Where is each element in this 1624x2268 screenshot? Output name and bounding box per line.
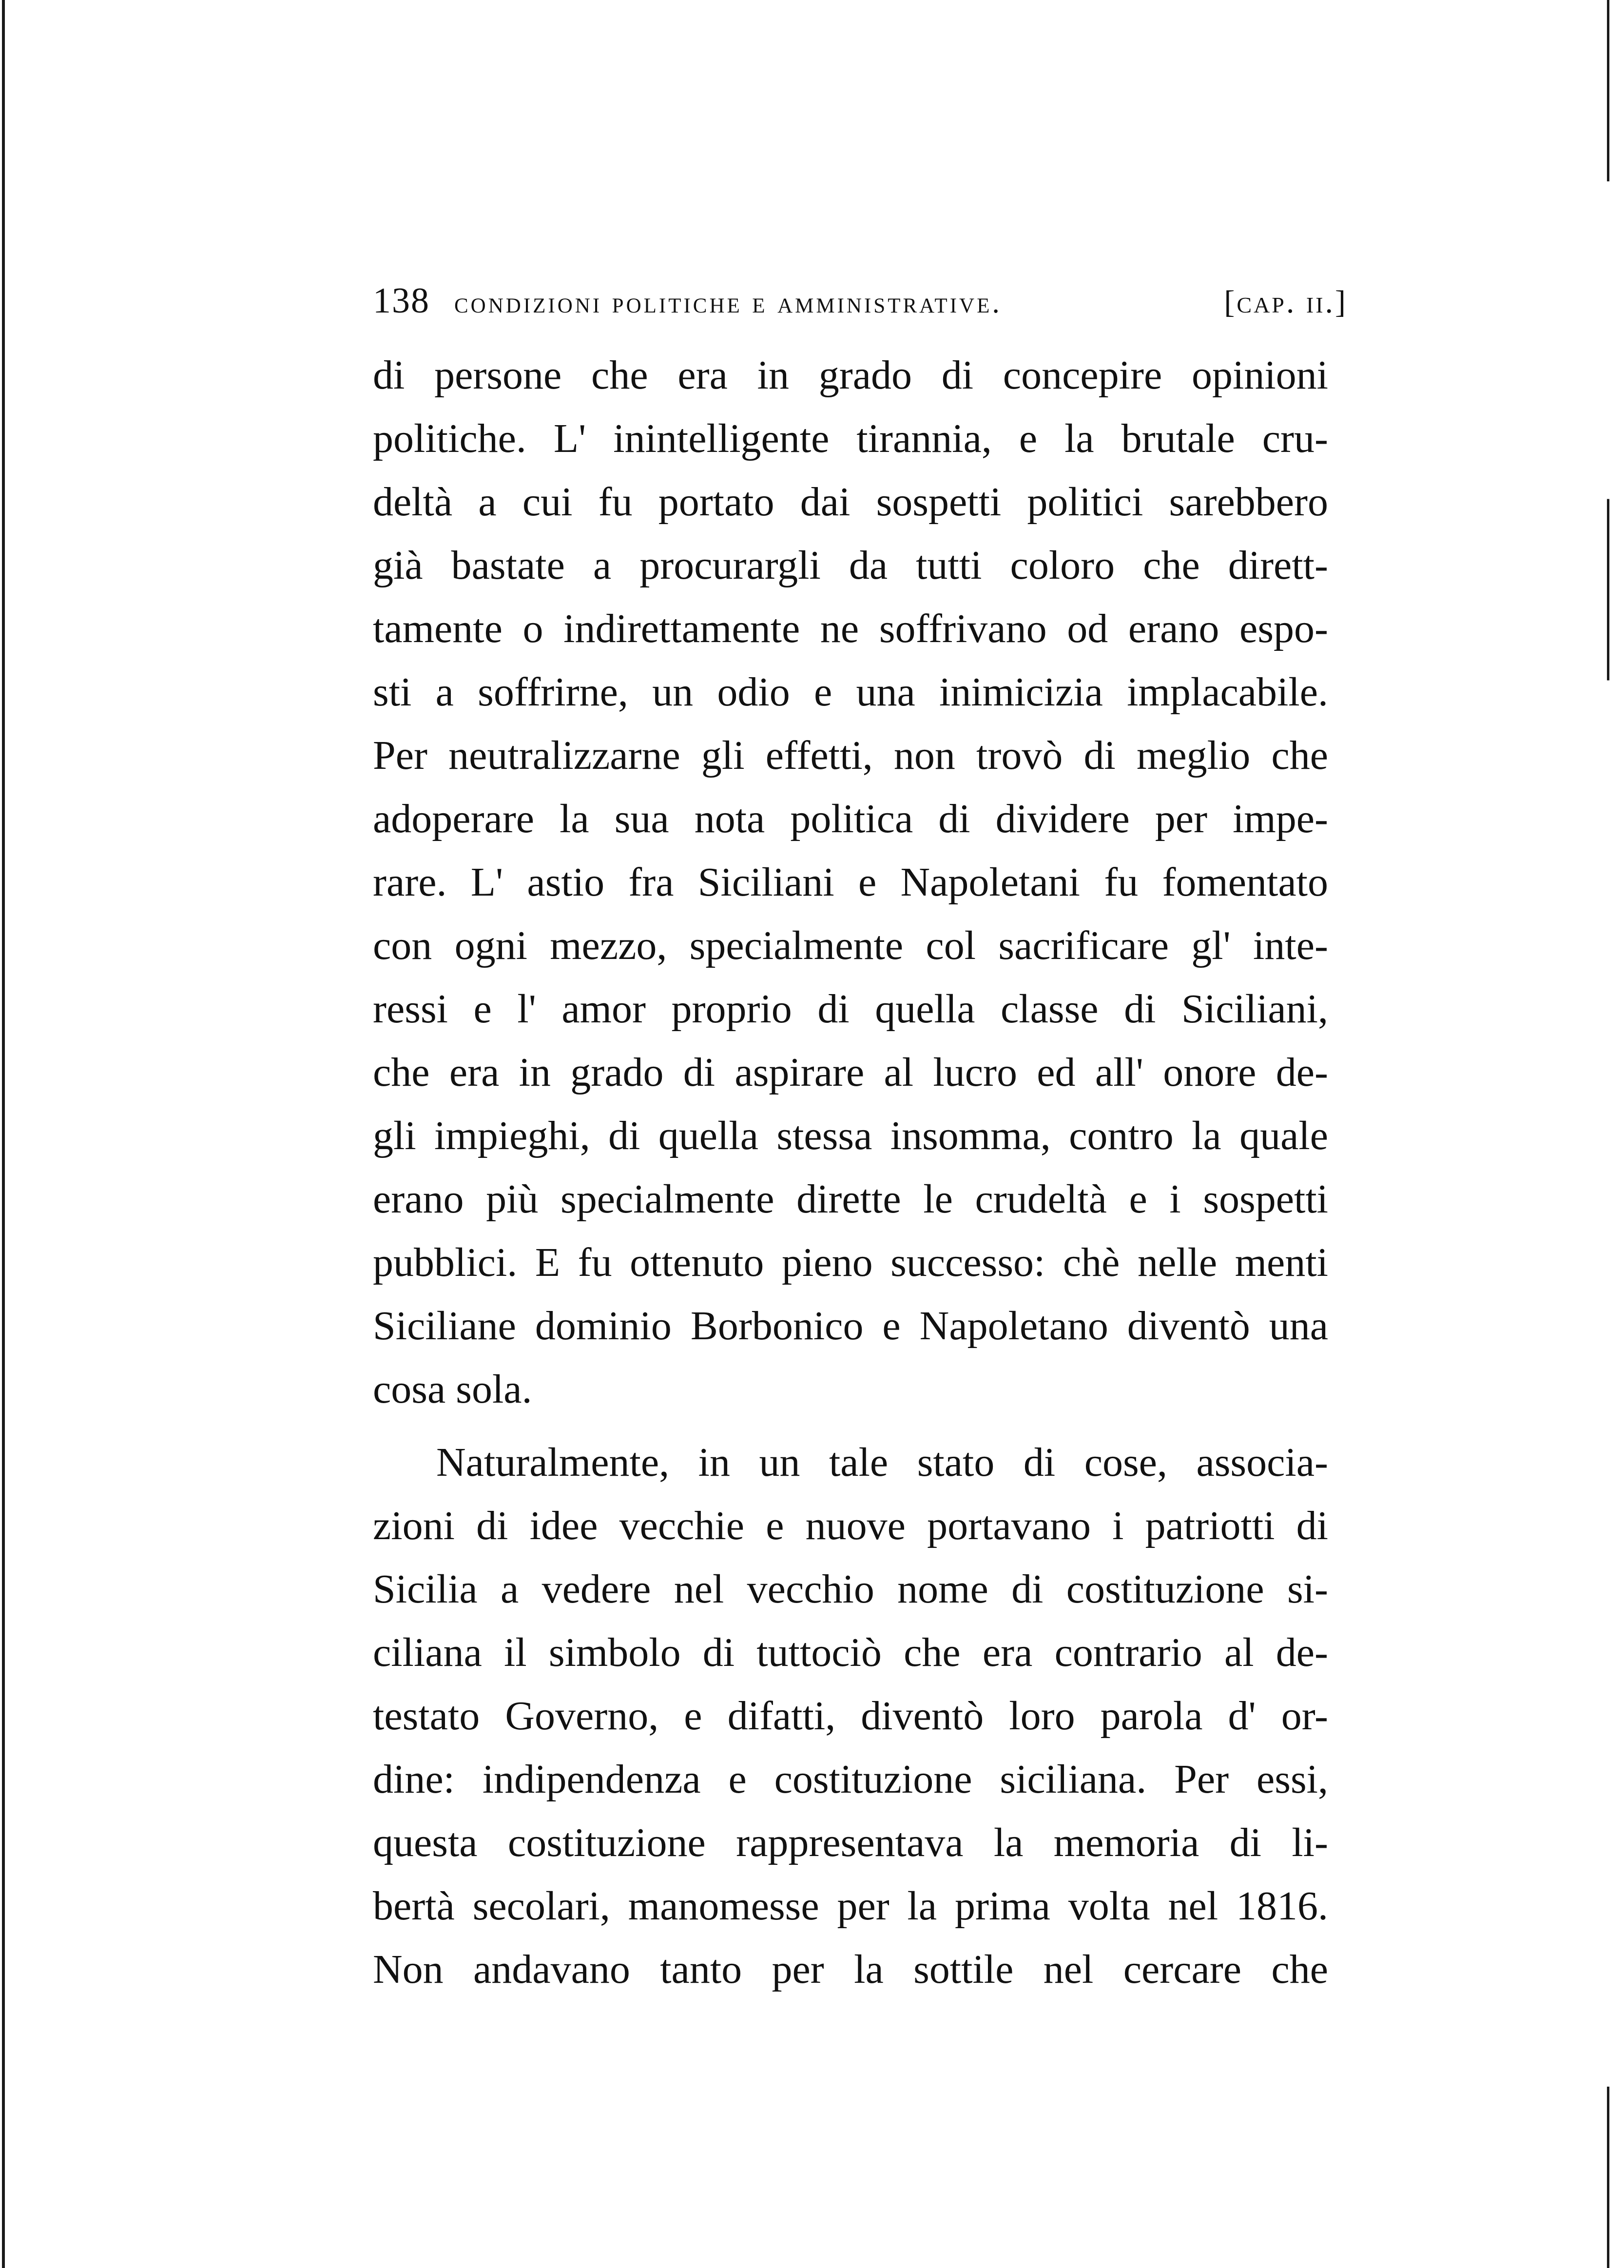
text-line: zioni di idee vecchie e nuove portavano i patriotti di — [373, 1503, 1328, 1548]
text-line: gli impieghi, di quella stessa insomma, contro la quale — [373, 1113, 1328, 1158]
running-title: condizioni politiche e amministrative. — [454, 286, 1002, 319]
text-line: deltà a cui fu portato dai sospetti politici sarebbero — [373, 479, 1328, 525]
paragraph-2 — [373, 1431, 1328, 2001]
text-line: adoperare la sua nota politica di dividere per impe- — [373, 796, 1328, 841]
page-number: 138 — [373, 281, 430, 321]
text-line: sti a soffrirne, un odio e una inimicizia implacabile. — [373, 669, 1328, 715]
body-text — [373, 344, 1328, 2001]
text-line: con ogni mezzo, specialmente col sacrificare gl' inte- — [373, 923, 1328, 968]
text-line: ciliana il simbolo di tuttociò che era contrario al de- — [373, 1630, 1328, 1675]
text-line: rare. L' astio fra Siciliani e Napoletani fu fomentato — [373, 860, 1328, 905]
text-line: ressi e l' amor proprio di quella classe di Siciliani, — [373, 986, 1328, 1032]
text-line: testato Governo, e difatti, diventò loro parola d' or- — [373, 1693, 1328, 1739]
scan-right-edge — [1607, 0, 1609, 2268]
text-line: questa costituzione rappresentava la memoria di li- — [373, 1820, 1328, 1865]
text-line: Per neutralizzarne gli effetti, non trovò di meglio che — [373, 733, 1328, 778]
text-line: già bastate a procurargli da tutti coloro che dirett- — [373, 543, 1328, 588]
text-line: Naturalmente, in un tale stato di cose, associa- — [436, 1440, 1328, 1485]
text-line: di persone che era in grado di concepire opinioni — [373, 352, 1328, 398]
text-line: che era in grado di aspirare al lucro ed all' onore de- — [373, 1050, 1328, 1095]
paragraph-gap — [373, 1421, 1328, 1431]
text-line: Non andavano tanto per la sottile nel cercare che — [373, 1947, 1328, 1992]
paragraph-1 — [373, 344, 1328, 1421]
scan-left-edge — [2, 0, 5, 2268]
text-line: pubblici. E fu ottenuto pieno successo: chè nelle menti — [373, 1240, 1328, 1285]
running-header — [373, 280, 1348, 334]
chapter-reference: [cap. ii.] — [1224, 284, 1348, 320]
text-line: erano più specialmente dirette le crudeltà e i sospetti — [373, 1176, 1328, 1222]
text-line: tamente o indirettamente ne soffrivano od erano espo- — [373, 606, 1328, 651]
text-line: politiche. L' inintelligente tirannia, e la brutale cru- — [373, 416, 1328, 461]
text-line: cosa sola. — [373, 1367, 532, 1412]
text-line: dine: indipendenza e costituzione siciliana. Per essi, — [373, 1757, 1328, 1802]
text-line: bertà secolari, manomesse per la prima volta nel 1816. — [373, 1883, 1328, 1929]
text-line: Sicilia a vedere nel vecchio nome di costituzione si- — [373, 1566, 1328, 1612]
text-line: Siciliane dominio Borbonico e Napoletano diventò una — [373, 1303, 1328, 1349]
